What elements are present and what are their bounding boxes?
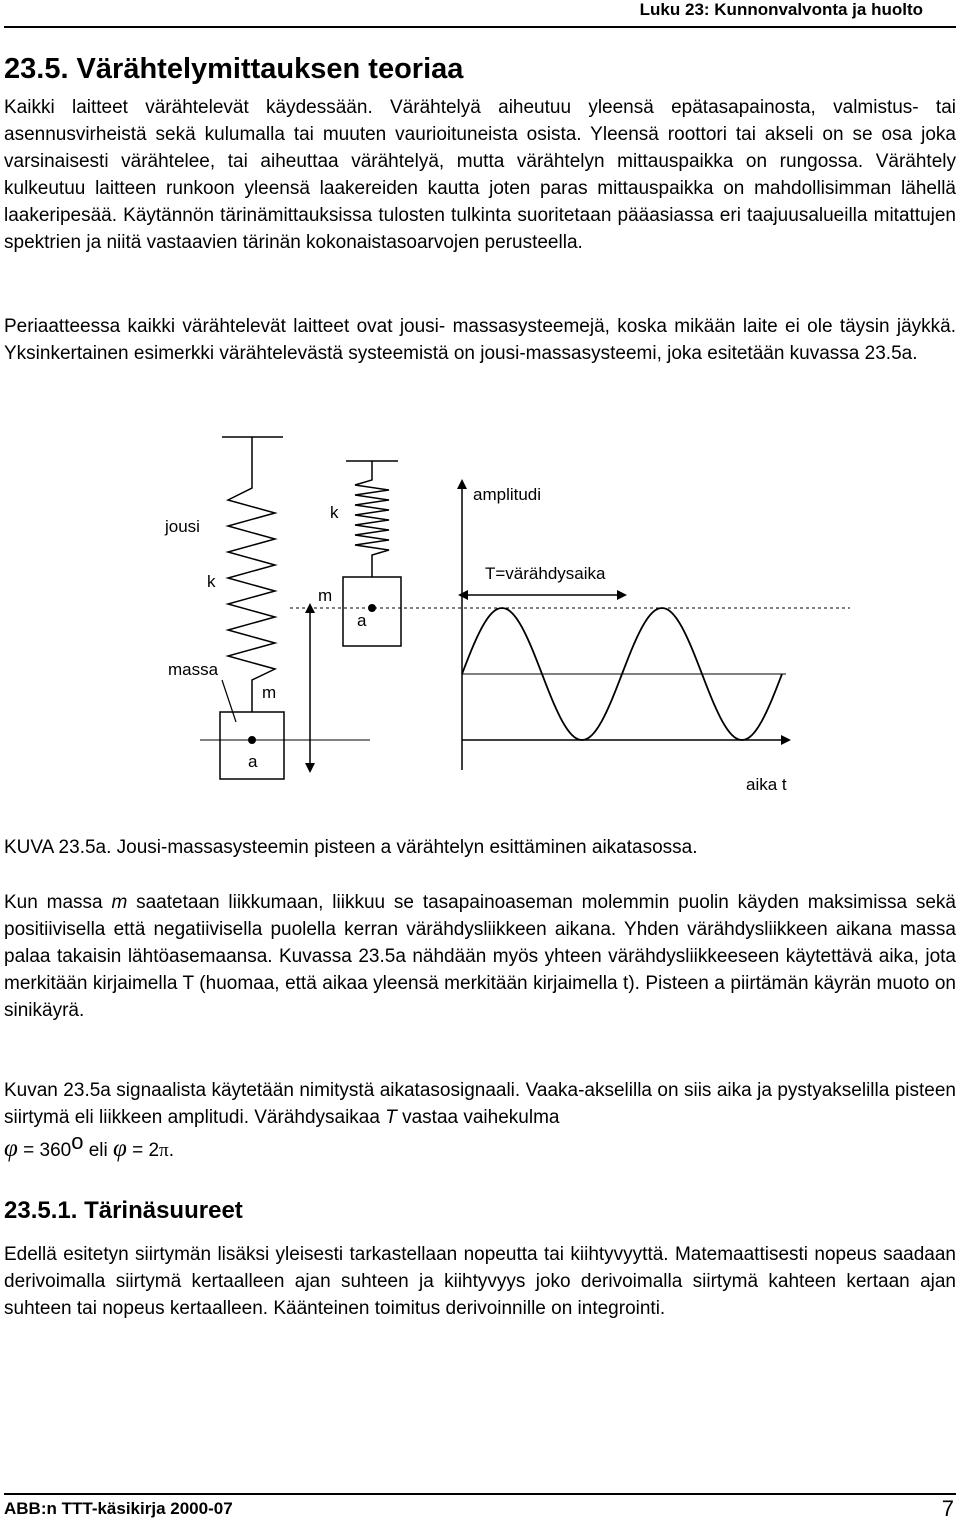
footer-source: ABB:n TTT-käsikirja 2000-07 <box>4 1499 233 1518</box>
p4-text-a: Kuvan 23.5a signaalista käytetään nimitystä aikatasosignaali. Vaaka-akselilla on siis aika ja pystyakselilla pisteen siirtymä eli liikkeen amplitudi. Värähdysaikaa <box>4 1080 956 1128</box>
p3-text-a: Kun massa <box>4 892 112 913</box>
paragraph-5: Edellä esitetyn siirtymän lisäksi yleisesti tarkastellaan nopeutta tai kiihtyvyyttä. Matemaattisesti nopeus saadaan derivoimalla siirtymä kertaalleen ajan suhteen ja kiihtyvyys joko derivoimalla siirtymä kahteen kertaan ajan suhteen tai nopeus kertaalleen. Käänteinen toimitus derivoinnille on integrointi. <box>4 1244 956 1319</box>
phi-symbol-2: φ <box>113 1135 127 1162</box>
label-period: T=värähdysaika <box>485 564 606 583</box>
phase-formula <box>4 1129 174 1163</box>
formula-end: . <box>168 1140 174 1161</box>
paragraph-4 <box>4 1077 956 1131</box>
spring-left <box>228 437 275 712</box>
phi-symbol-1: φ <box>4 1135 18 1162</box>
p4-var-T: T <box>385 1107 397 1128</box>
subsection-title: 23.5.1. Tärinäsuureet <box>4 1197 243 1224</box>
label-m-arrow: m <box>318 586 333 605</box>
page-number: 7 <box>941 1496 954 1521</box>
label-aika: aika t <box>746 775 787 794</box>
chapter-header: Luku 23: Kunnonvalvonta ja huolto <box>639 0 923 19</box>
paragraph-2: Periaatteessa kaikki värähtelevät laitteet ovat jousi- massasysteemejä, koska mikään laite ei ole täysin jäykkä. Yksinkertainen esimerkki värähtelevästä systeemistä on jousi-massasysteemi, joka esitetään kuvassa 23.5a. <box>4 316 956 364</box>
spring-small <box>355 461 389 577</box>
spring-mass-figure <box>0 420 960 820</box>
formula-or: eli <box>83 1140 114 1161</box>
label-a-left: a <box>248 752 258 771</box>
p4-text-b: vastaa vaihekulma <box>396 1107 560 1128</box>
section-title: 23.5. Värähtelymittauksen teoriaa <box>4 53 464 85</box>
label-m-left: m <box>262 683 277 702</box>
degree-symbol: o <box>71 1129 84 1154</box>
p3-text-b: saatetaan liikkumaan, liikkuu se tasapainoaseman molemmin puolin käyden maksimissa sekä positiivisella että negatiivisella puolella kerran värähdysliikkeen aikana. Yhden värähdysliikkeen aikana massa palaa takaisin lähtöasemaansa. Kuvassa 23.5a nähdään myös yhteen värähdysliikkeeseen käytettävä aika, jota merkitään kirjaimella T (huomaa, että aikaa yleensä merkitään kirjaimella t). Pisteen a piirtämän käyrän muoto on sinikäyrä. <box>4 892 956 1021</box>
label-k-small: k <box>330 503 339 522</box>
p3-var-m: m <box>111 892 128 913</box>
pi-symbol: π <box>159 1140 169 1161</box>
formula-eq2: = 2 <box>126 1140 160 1161</box>
footer-rule <box>4 1493 956 1495</box>
label-massa: massa <box>168 660 219 679</box>
paragraph-1: Kaikki laitteet värähtelevät käydessään. Värähtelyä aiheutuu yleensä epätasapainosta, valmistus- tai asennusvirheistä sekä kulumalla tai muuten vaurioituneista osista. Yleensä roottori tai akseli on se osa joka varsinaisesti värähtelee, tai aiheuttaa värähtelyä, mutta värähtelyn mittauspaikka on rungossa. Värähtely kulkeutuu laitteen runkoon yleensä laakereiden kautta joten paras mittauspaikka on mahdollisimman lähellä laakeripesää. Käytännön tärinämittauksissa tulosten tulkinta suoritetaan pääasiassa eri taajuusalueilla mitattujen spektrien ja niitä vastaavien tärinän kokonaistasoarvojen perusteella. <box>4 97 956 253</box>
figure-caption: KUVA 23.5a. Jousi-massasysteemin pisteen a värähtelyn esittäminen aikatasossa. <box>4 837 698 858</box>
label-jousi: jousi <box>165 517 200 536</box>
label-amplitudi: amplitudi <box>473 485 542 504</box>
label-k-left: k <box>207 572 216 591</box>
label-a-small: a <box>357 611 367 630</box>
header-rule <box>4 26 956 28</box>
formula-eq1: = 360 <box>17 1140 72 1161</box>
paragraph-3 <box>4 889 956 1024</box>
